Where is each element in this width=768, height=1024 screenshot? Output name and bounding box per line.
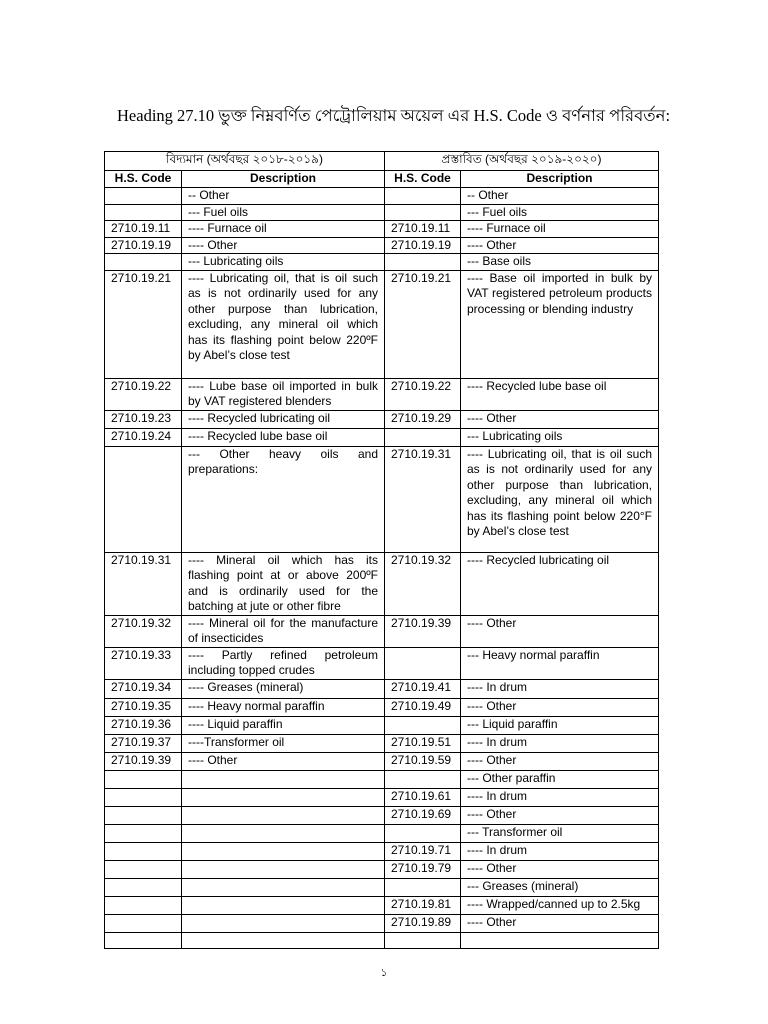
proposed-code-cell: 2710.19.89 <box>385 914 461 932</box>
proposed-description-cell: --- Liquid paraffin <box>461 716 659 734</box>
existing-description-cell <box>182 860 385 878</box>
existing-description-cell: ---- Mineral oil which has its flashing point at or above 200ºF and is ordinarily used for the batching at jute or other fibre <box>182 552 385 615</box>
table-row <box>105 647 659 679</box>
proposed-code-cell: 2710.19.41 <box>385 679 461 698</box>
proposed-description-cell: ---- In drum <box>461 679 659 698</box>
page-number: ১ <box>380 966 388 979</box>
proposed-description-cell: ---- Recycled lubricating oil <box>461 552 659 615</box>
existing-description-cell: ---- Mineral oil for the manufacture of insecticides <box>182 615 385 647</box>
table-row <box>105 716 659 734</box>
proposed-code-cell: 2710.19.79 <box>385 860 461 878</box>
proposed-code-cell <box>385 647 461 679</box>
table-row <box>105 188 659 205</box>
existing-description-cell: ---- Partly refined petroleum including topped crudes <box>182 647 385 679</box>
existing-code-cell <box>105 914 182 932</box>
existing-description-cell: ---- Lubricating oil, that is oil such as is not ordinarily used for any other purpose than lubrication, excluding, any mineral oil which has its flashing point below 220ºF by Abel’s close test <box>182 270 385 378</box>
proposed-description-cell: ---- Other <box>461 410 659 428</box>
proposed-code-cell <box>385 770 461 788</box>
proposed-description-cell: ---- Other <box>461 752 659 770</box>
existing-description-cell: ---- Lube base oil imported in bulk by VAT registered blenders <box>182 378 385 410</box>
proposed-description-cell: --- Lubricating oils <box>461 428 659 446</box>
existing-description-cell: --- Fuel oils <box>182 204 385 221</box>
existing-description-cell <box>182 788 385 806</box>
col-header-existing-code: H.S. Code <box>105 171 182 188</box>
existing-code-cell <box>105 788 182 806</box>
existing-description-cell: ---- Furnace oil <box>182 221 385 238</box>
existing-code-cell: 2710.19.32 <box>105 615 182 647</box>
existing-description-cell: ---- Liquid paraffin <box>182 716 385 734</box>
proposed-description-cell <box>461 932 659 948</box>
table-row <box>105 446 659 552</box>
proposed-description-cell: ---- Base oil imported in bulk by VAT registered petroleum products processing or blending industry <box>461 270 659 378</box>
table-body <box>105 188 659 949</box>
existing-code-cell: 2710.19.34 <box>105 679 182 698</box>
existing-code-cell: 2710.19.24 <box>105 428 182 446</box>
table-row <box>105 824 659 842</box>
table-row <box>105 270 659 378</box>
col-header-existing-description: Description <box>182 171 385 188</box>
existing-description-cell <box>182 842 385 860</box>
proposed-description-cell: ---- Furnace oil <box>461 221 659 238</box>
existing-description-cell: ---- Other <box>182 752 385 770</box>
existing-code-cell <box>105 770 182 788</box>
existing-code-cell: 2710.19.21 <box>105 270 182 378</box>
table-row <box>105 410 659 428</box>
existing-code-cell: 2710.19.36 <box>105 716 182 734</box>
proposed-code-cell: 2710.19.31 <box>385 446 461 552</box>
proposed-code-cell: 2710.19.51 <box>385 734 461 752</box>
proposed-code-cell: 2710.19.49 <box>385 698 461 716</box>
existing-code-cell <box>105 806 182 824</box>
existing-code-cell: 2710.19.33 <box>105 647 182 679</box>
table-row <box>105 806 659 824</box>
existing-code-cell: 2710.19.11 <box>105 221 182 238</box>
proposed-description-cell: ---- In drum <box>461 842 659 860</box>
existing-description-cell: -- Other <box>182 188 385 205</box>
proposed-code-cell <box>385 932 461 948</box>
existing-description-cell: ---- Recycled lube base oil <box>182 428 385 446</box>
table-row <box>105 698 659 716</box>
proposed-code-cell <box>385 254 461 271</box>
proposed-code-cell <box>385 716 461 734</box>
existing-description-cell: ---- Heavy normal paraffin <box>182 698 385 716</box>
table-row <box>105 428 659 446</box>
existing-code-cell <box>105 188 182 205</box>
existing-description-cell: --- Other heavy oils and preparations: <box>182 446 385 552</box>
proposed-code-cell <box>385 188 461 205</box>
proposed-code-cell <box>385 204 461 221</box>
existing-code-cell: 2710.19.22 <box>105 378 182 410</box>
proposed-description-cell: --- Heavy normal paraffin <box>461 647 659 679</box>
existing-description-cell <box>182 824 385 842</box>
proposed-code-cell: 2710.19.22 <box>385 378 461 410</box>
existing-code-cell <box>105 896 182 914</box>
proposed-description-cell: --- Greases (mineral) <box>461 878 659 896</box>
table-row <box>105 752 659 770</box>
table-row <box>105 860 659 878</box>
proposed-description-cell: --- Fuel oils <box>461 204 659 221</box>
table-row <box>105 237 659 254</box>
existing-description-cell: --- Lubricating oils <box>182 254 385 271</box>
table-row <box>105 254 659 271</box>
existing-description-cell <box>182 806 385 824</box>
proposed-description-cell: -- Other <box>461 188 659 205</box>
hs-code-table <box>104 151 659 949</box>
existing-code-cell: 2710.19.31 <box>105 552 182 615</box>
table-row <box>105 679 659 698</box>
table-row <box>105 378 659 410</box>
col-header-proposed-code: H.S. Code <box>385 171 461 188</box>
proposed-code-cell: 2710.19.29 <box>385 410 461 428</box>
proposed-code-cell: 2710.19.71 <box>385 842 461 860</box>
existing-code-cell: 2710.19.23 <box>105 410 182 428</box>
proposed-code-cell: 2710.19.21 <box>385 270 461 378</box>
proposed-code-cell: 2710.19.69 <box>385 806 461 824</box>
existing-code-cell <box>105 204 182 221</box>
existing-code-cell <box>105 860 182 878</box>
table-row <box>105 204 659 221</box>
proposed-description-cell: --- Transformer oil <box>461 824 659 842</box>
existing-code-cell: 2710.19.37 <box>105 734 182 752</box>
existing-description-cell <box>182 770 385 788</box>
proposed-description-cell: ---- Lubricating oil, that is oil such as is not ordinarily used for any other purpose than lubrication, excluding, any mineral oil which has its flashing point below 220°F by Abel’s close test <box>461 446 659 552</box>
proposed-code-cell <box>385 824 461 842</box>
proposed-description-cell: ---- In drum <box>461 788 659 806</box>
proposed-description-cell: ---- Other <box>461 698 659 716</box>
proposed-description-cell: ---- Wrapped/canned up to 2.5kg <box>461 896 659 914</box>
existing-description-cell: ---- Other <box>182 237 385 254</box>
proposed-description-cell: ---- In drum <box>461 734 659 752</box>
proposed-code-cell: 2710.19.32 <box>385 552 461 615</box>
existing-code-cell: 2710.19.35 <box>105 698 182 716</box>
table-row <box>105 788 659 806</box>
existing-description-cell: ---- Recycled lubricating oil <box>182 410 385 428</box>
table-row <box>105 770 659 788</box>
existing-code-cell <box>105 254 182 271</box>
existing-description-cell <box>182 914 385 932</box>
existing-code-cell <box>105 446 182 552</box>
existing-description-cell <box>182 932 385 948</box>
proposed-code-cell: 2710.19.39 <box>385 615 461 647</box>
table-row <box>105 842 659 860</box>
proposed-code-cell <box>385 428 461 446</box>
proposed-description-cell: ---- Other <box>461 860 659 878</box>
table-row <box>105 878 659 896</box>
existing-description-cell <box>182 896 385 914</box>
proposed-code-cell: 2710.19.81 <box>385 896 461 914</box>
table-row <box>105 734 659 752</box>
proposed-description-cell: ---- Other <box>461 806 659 824</box>
proposed-code-cell <box>385 878 461 896</box>
existing-code-cell <box>105 842 182 860</box>
proposed-code-cell: 2710.19.59 <box>385 752 461 770</box>
group-header-proposed: প্রস্তাবিত (অর্থবছর ২০১৯-২০২০) <box>385 152 659 171</box>
table-row <box>105 221 659 238</box>
existing-code-cell <box>105 878 182 896</box>
existing-description-cell: ---- Greases (mineral) <box>182 679 385 698</box>
page-heading: Heading 27.10 ভুক্ত নিম্নবর্ণিত পেট্রোলিয়াম অয়েল এর H.S. Code ও বর্ণনার পরিবর্তন: <box>117 106 671 125</box>
proposed-description-cell: ---- Other <box>461 914 659 932</box>
proposed-code-cell: 2710.19.19 <box>385 237 461 254</box>
proposed-code-cell: 2710.19.61 <box>385 788 461 806</box>
table-row <box>105 615 659 647</box>
existing-code-cell: 2710.19.39 <box>105 752 182 770</box>
proposed-description-cell: --- Other paraffin <box>461 770 659 788</box>
proposed-description-cell: ---- Recycled lube base oil <box>461 378 659 410</box>
table-row <box>105 914 659 932</box>
existing-description-cell: ----Transformer oil <box>182 734 385 752</box>
proposed-description-cell: --- Base oils <box>461 254 659 271</box>
existing-description-cell <box>182 878 385 896</box>
existing-code-cell <box>105 824 182 842</box>
col-header-proposed-description: Description <box>461 171 659 188</box>
group-header-existing: বিদ্যমান (অর্থবছর ২০১৮-২০১৯) <box>105 152 385 171</box>
table-row <box>105 932 659 948</box>
table-row <box>105 896 659 914</box>
table-row <box>105 552 659 615</box>
proposed-description-cell: ---- Other <box>461 237 659 254</box>
proposed-code-cell: 2710.19.11 <box>385 221 461 238</box>
existing-code-cell <box>105 932 182 948</box>
proposed-description-cell: ---- Other <box>461 615 659 647</box>
existing-code-cell: 2710.19.19 <box>105 237 182 254</box>
